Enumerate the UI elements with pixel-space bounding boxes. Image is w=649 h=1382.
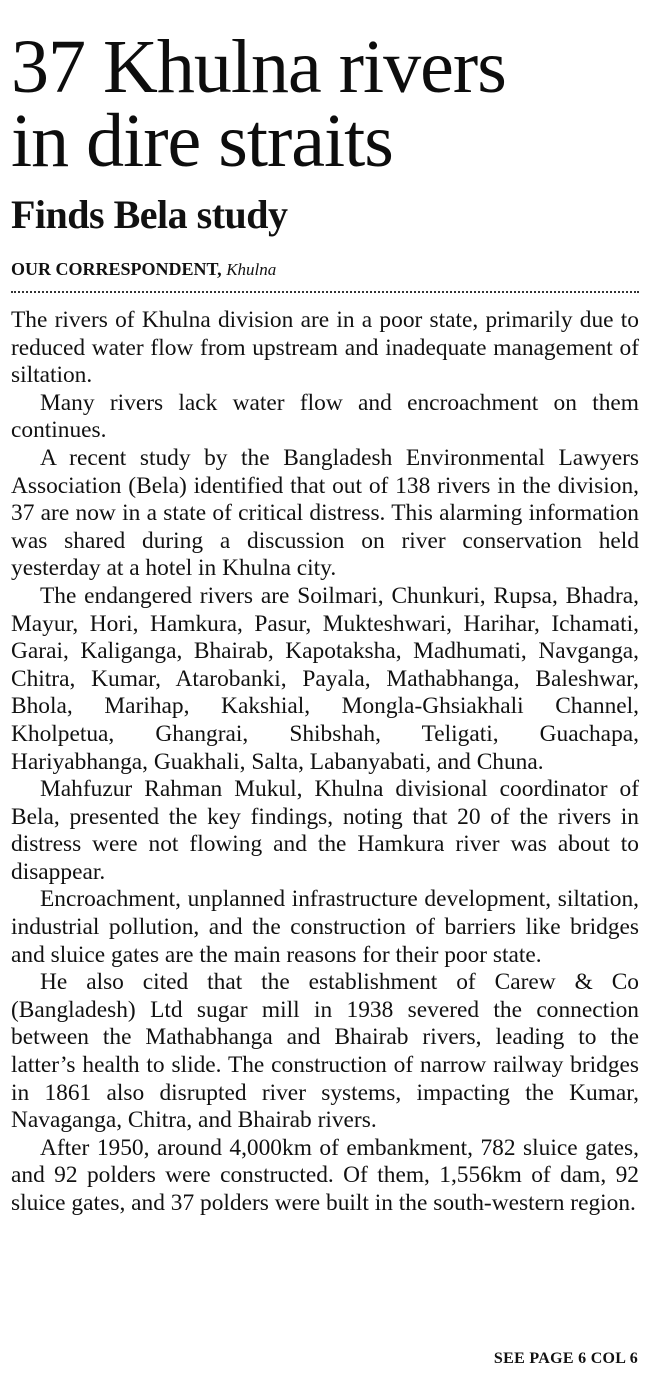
headline-line-2: in dire straits <box>11 99 393 183</box>
body-paragraph: Mahfuzur Rahman Mukul, Khulna divisional coordinator of Bela, presented the key findings, noting that 20 of the rivers in distress were not flowing and the Hamkura river was about to disappear. <box>11 776 639 885</box>
body-paragraph: Many rivers lack water flow and encroachment on them continues. <box>11 389 639 444</box>
article-body <box>11 307 639 1218</box>
body-paragraph: The endangered rivers are Soilmari, Chunkuri, Rupsa, Bhadra, Mayur, Hori, Hamkura, Pasur, Mukteshwari, Harihar, Ichamati, Garai, Kaliganga, Bhairab, Kapotaksha, Madhumati, Navganga, Chitra, Kumar, Atarobanki, Payala, Mathabhanga, Baleshwar, Bhola, Marihap, Kakshial, Mongla-Ghsiakhali Channel, Kholpetua, Ghangrai, Shibshah, Teligati, Guachapa, Hariyabhanga, Guakhali, Salta, Labanyabati, and Chuna. <box>11 582 639 775</box>
byline-author: OUR CORRESPONDENT, <box>11 259 222 279</box>
body-paragraph: He also cited that the establishment of Carew & Co (Bangladesh) Ltd sugar mill in 1938 severed the connection between the Mathabhanga and Bhairab rivers, leading to the latter’s health to slide. The construction of narrow railway bridges in 1861 also disrupted river systems, impacting the Kumar, Navaganga, Chitra, and Bhairab rivers. <box>11 969 639 1134</box>
headline-line-1: 37 Khulna rivers <box>11 25 506 109</box>
dotted-divider <box>11 291 639 293</box>
byline-place: Khulna <box>226 260 277 279</box>
body-paragraph: After 1950, around 4,000km of embankment, 782 sluice gates, and 92 polders were constructed. Of them, 1,556km of dam, 92 sluice gates, and 37 polders were built in the south-western region. <box>11 1134 639 1216</box>
article <box>11 0 639 1218</box>
subheadline: Finds Bela study <box>11 192 288 237</box>
headline <box>11 0 639 183</box>
byline <box>11 258 639 281</box>
continuation-jump-line: SEE PAGE 6 COL 6 <box>493 1350 638 1367</box>
body-paragraph: A recent study by the Bangladesh Environmental Lawyers Association (Bela) identified that out of 138 rivers in the division, 37 are now in a state of critical distress. This alarming information was shared during a discussion on river conservation held yesterday at a hotel in Khulna city. <box>11 444 639 582</box>
body-paragraph: Encroachment, unplanned infrastructure development, siltation, industrial pollution, and the construction of barriers like bridges and sluice gates are the main reasons for their poor state. <box>11 886 639 968</box>
body-paragraph: The rivers of Khulna division are in a poor state, primarily due to reduced water flow from upstream and inadequate management of siltation. <box>11 307 639 389</box>
